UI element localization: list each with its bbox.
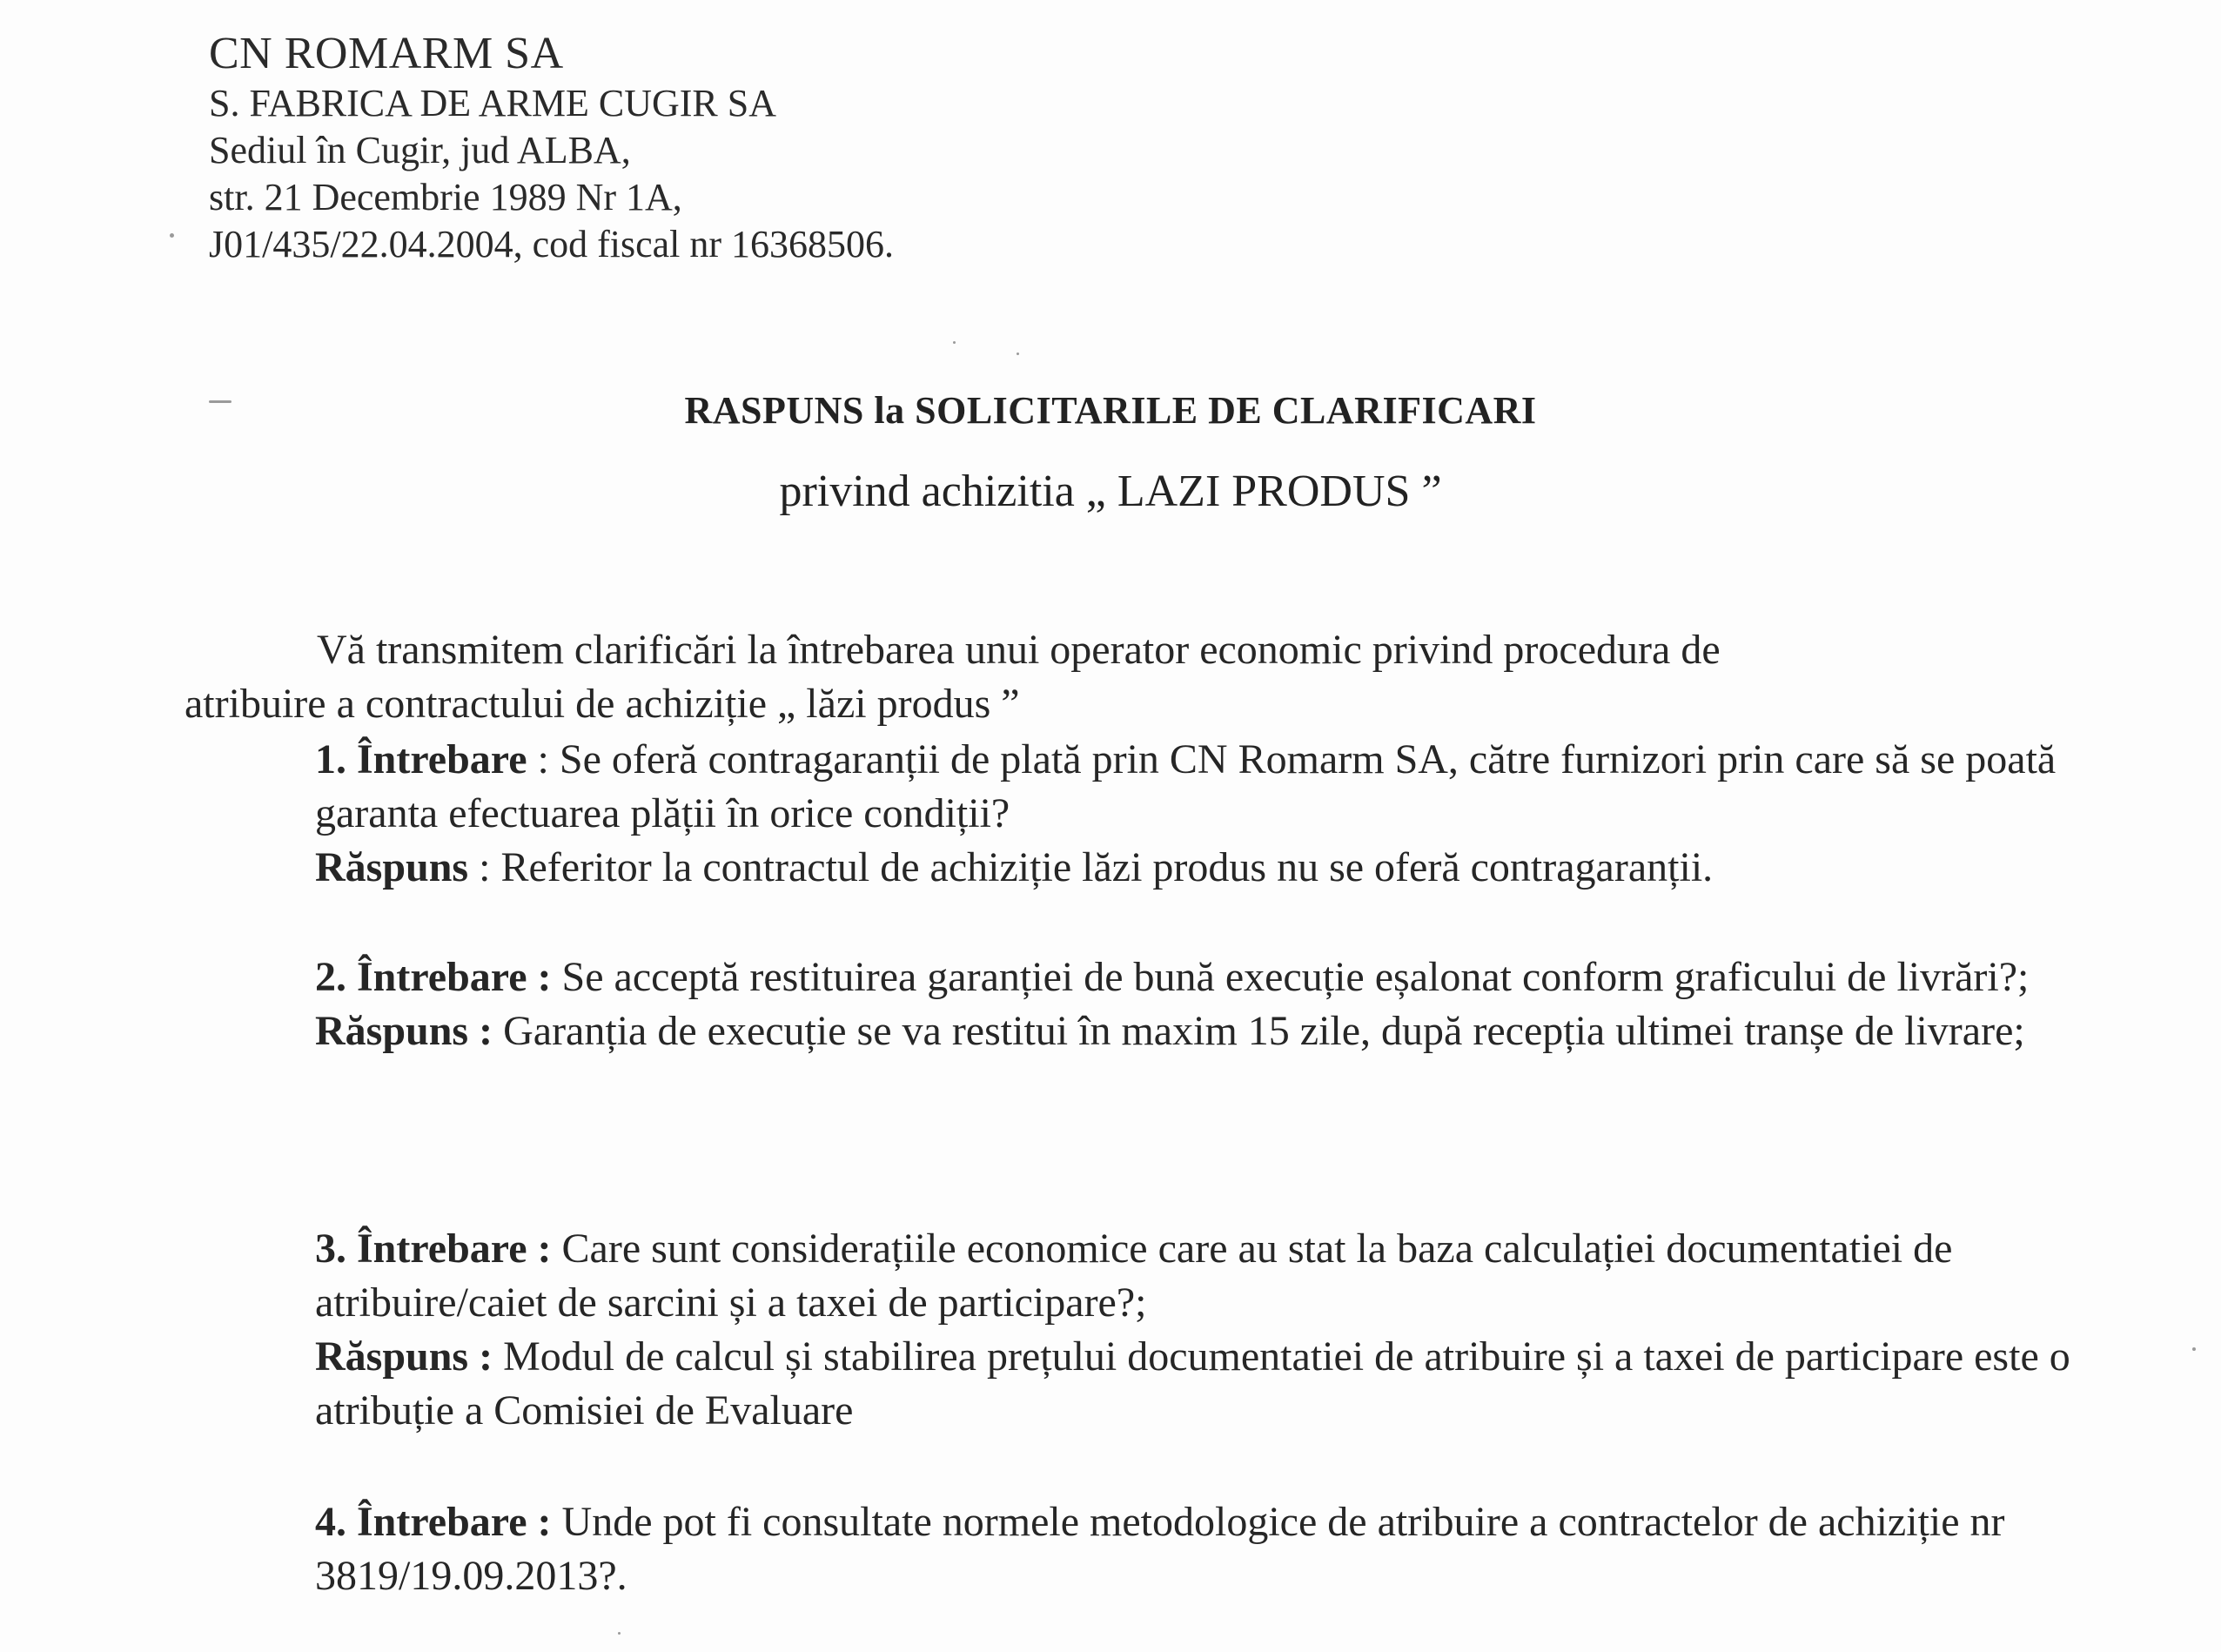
company-registry: J01/435/22.04.2004, cod fiscal nr 16368506. — [209, 223, 895, 265]
question-text: Unde pot fi consultate normele metodologice de atribuire a contractelor de achiziție nr 3819/19.09.2013?. — [315, 1499, 2005, 1599]
answer-3 — [315, 1330, 2099, 1438]
intro-line-2: atribuire a contractului de achiziție „ lăzi produs ” — [185, 681, 1020, 727]
question-text: Se acceptă restituirea garanției de bună execuție eșalonat conform graficului de livrări?; — [561, 954, 2030, 1000]
answer-text: Modul de calcul și stabilirea prețului documentatiei de atribuire și a taxei de participare este o atribuție a Comisiei de Evaluare — [315, 1333, 2070, 1434]
answer-text: Referitor la contractul de achiziție lăzi produs nu se oferă contragaranții. — [500, 844, 1714, 890]
answer-label: Răspuns : — [315, 1333, 493, 1380]
qa-item-3 — [315, 1222, 2099, 1438]
qa-item-1 — [315, 733, 2099, 895]
qa-item-4 — [315, 1495, 2099, 1603]
scan-speck — [170, 233, 174, 238]
company-seat: Sediul în Cugir, jud ALBA, — [209, 129, 631, 171]
question-1: 1. Întrebare : Se oferă contragaranții de plată prin CN Romarm SA, către furnizori prin care să se poată garanta efectuarea plății în orice condiții? — [315, 736, 2057, 836]
company-name: CN ROMARM SA — [209, 29, 564, 78]
intro-paragraph — [185, 623, 2082, 731]
qa-item-2 — [315, 950, 2099, 1058]
scan-speck — [953, 341, 956, 344]
document-title: RASPUNS la SOLICITARILE DE CLARIFICARI — [684, 389, 1537, 432]
scan-speck — [209, 400, 231, 403]
answer-1: Răspuns : Referitor la contractul de achiziție lăzi produs nu se oferă contragaranții. — [315, 844, 1714, 890]
subsidiary-name: S. FABRICA DE ARME CUGIR SA — [209, 82, 776, 124]
scan-speck — [1017, 353, 1019, 355]
company-street: str. 21 Decembrie 1989 Nr 1A, — [209, 176, 682, 218]
scan-speck — [2192, 1347, 2196, 1351]
letterhead — [209, 28, 894, 268]
question-2 — [315, 950, 2099, 1004]
intro-line-1: Vă transmitem clarificări la întrebarea unui operator economic privind procedura de — [317, 627, 1721, 673]
question-label: 2. Întrebare : — [315, 954, 552, 1000]
question-label: 4. Întrebare : — [315, 1499, 552, 1545]
question-3 — [315, 1222, 2099, 1330]
answer-label: Răspuns — [315, 844, 469, 890]
answer-label: Răspuns : — [315, 1008, 493, 1054]
answer-text: Garanția de execuție se va restitui în maxim 15 zile, după recepția ultimei tranșe de livrare; — [503, 1008, 2025, 1054]
question-label: 3. Întrebare : — [315, 1226, 552, 1272]
question-label: 1. Întrebare — [315, 736, 527, 782]
answer-2 — [315, 1004, 2099, 1058]
scan-speck — [618, 1632, 621, 1635]
question-4 — [315, 1495, 2099, 1603]
question-text: Se oferă contragaranții de plată prin CN Romarm SA, către furnizori prin care să se poată garanta efectuarea plății în orice condiții? — [315, 736, 2057, 836]
document-subtitle: privind achizitia „ LAZI PRODUS ” — [779, 467, 1442, 516]
question-text: Care sunt considerațiile economice care au stat la baza calculației documentatiei de atribuire/caiet de sarcini și a taxei de participare?; — [315, 1226, 1953, 1326]
